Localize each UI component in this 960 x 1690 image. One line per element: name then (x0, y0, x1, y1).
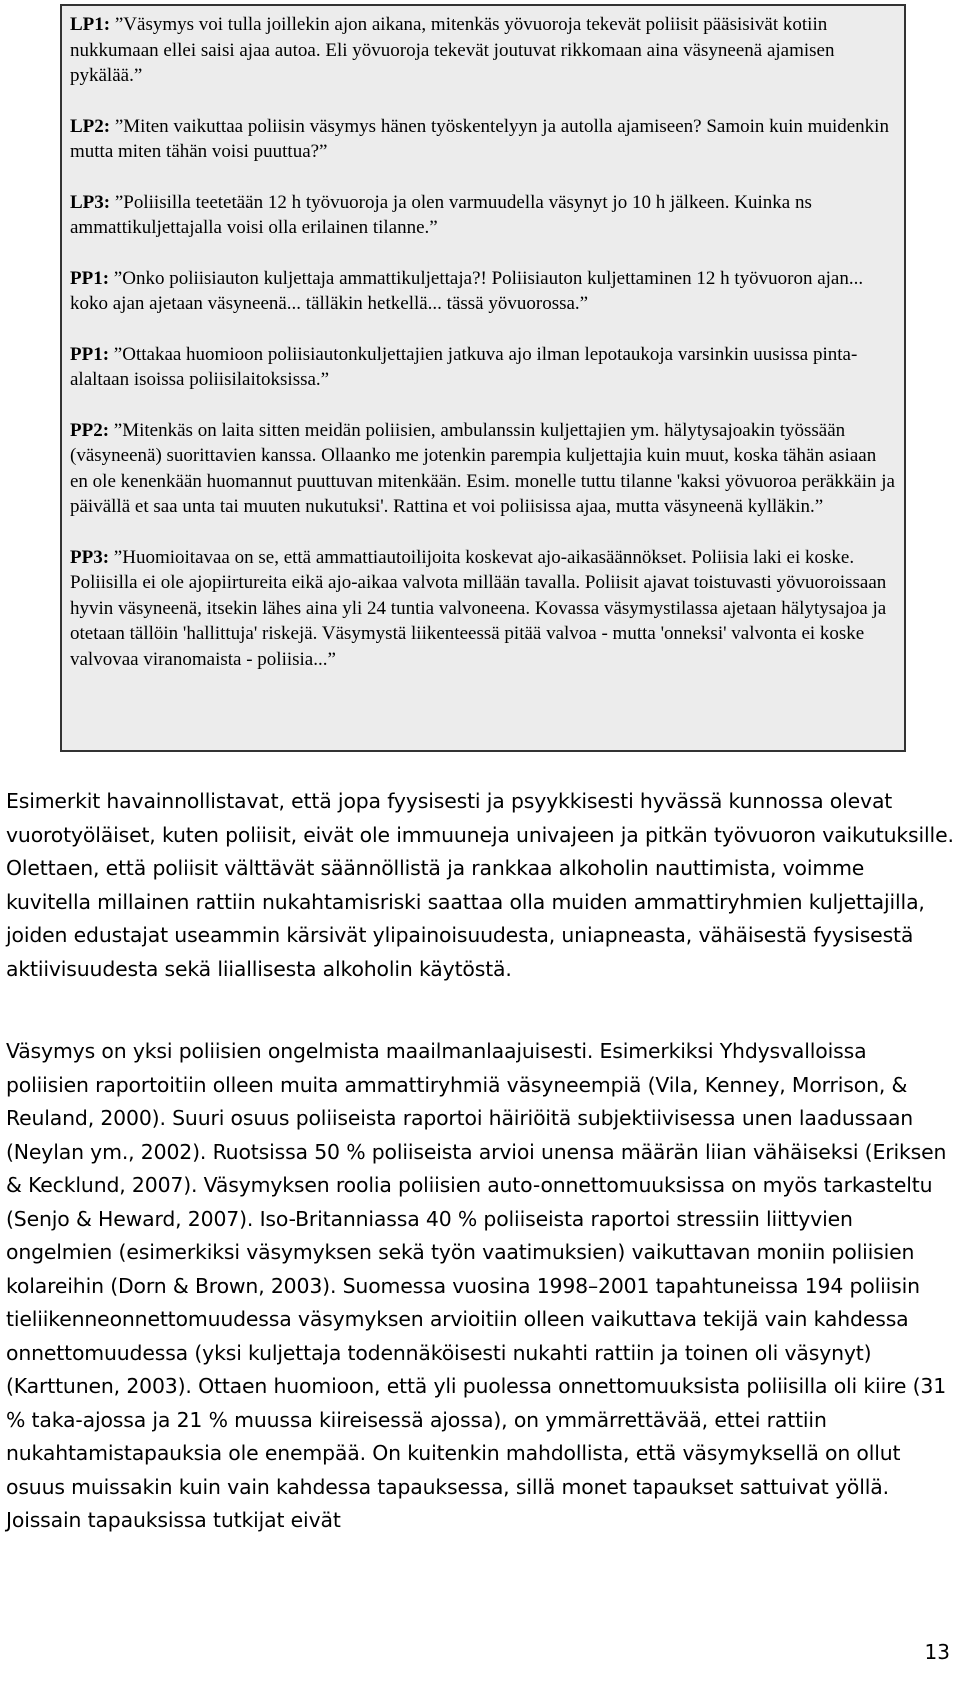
speaker-label: PP2: (70, 419, 110, 441)
quote-text: ”Ottakaa huomioon poliisiautonkuljettajien jatkuva ajo ilman lepotaukoja varsinkin uusissa pinta-alaltaan isoissa poliisilaitoksissa.” (70, 343, 858, 390)
quote-text: ”Mitenkäs on laita sitten meidän poliisien, ambulanssin kuljettajien ym. hälytysajoakin työssään (väsyneenä) suorittavien kanssa. Ollaanko me jotenkin parempia kuljettajia kuin muut, koska tähän asiaan en ole kenenkään huomannut puuttuvan mitenkään. Esim. monelle tuttu tilanne 'kaksi yövuoroa peräkkäin ja päivällä et saa unta tai muuten nukutuksi'. Rattina et voi poliisissa ajaa, mutta väsyneenä kylläkin.” (70, 419, 895, 517)
quote-box (60, 4, 906, 752)
speaker-label: PP1: (70, 343, 110, 365)
quote-text: ”Onko poliisiauton kuljettaja ammattikuljettaja?! Poliisiauton kuljettaminen 12 h työvuoron ajan... koko ajan ajetaan väsyneenä... tälläkin hetkellä... tässä yövuorossa.” (70, 267, 864, 314)
quote-pp2 (70, 418, 896, 520)
body-paragraph-examples: Esimerkit havainnollistavat, että jopa fyysisesti ja psyykkisesti hyvässä kunnossa olevat vuorotyöläiset, kuten poliisit, eivät ole immuuneja univajeen ja pitkän työvuoron vaikutuksille. Olettaen, että poliisit välttävät säännöllistä ja rankkaa alkoholin nauttimista, voimme kuvitella millainen rattiin nukahtamisriski saattaa olla muiden ammattiryhmien kuljettajilla, joiden edustajat useammin kärsivät ylipainoisuudesta, uniapneasta, vähäisestä fyysisestä aktiivisuudesta sekä liiallisesta alkoholin käytöstä. (6, 789, 954, 981)
quote-lp2 (70, 114, 896, 165)
quote-lp3 (70, 190, 896, 241)
quote-text: ”Huomioitavaa on se, että ammattiautoilijoita koskevat ajo-aikasäännökset. Poliisia laki ei koske. Poliisilla ei ole ajopiirtureita eikä ajo-aikaa valvota millään tavalla. Poliisit ajavat toistuvasti yövuoroissaan hyvin väsyneenä, itsekin lähes aina yli 24 tuntia valvoneena. Kovassa väsymystilassa ajetaan hälytysajoa ja otetaan tällöin 'hallittuja' riskejä. Väsymystä liikenteessä pitää valvoa - mutta 'onneksi' valvonta ei koske valvovaa viranomaista - poliisia...” (70, 546, 887, 670)
speaker-label: LP2: (70, 115, 111, 137)
quote-pp1-a (70, 266, 896, 317)
quote-pp1-b (70, 342, 896, 393)
page-number: 13 (924, 1640, 950, 1664)
quote-text: ”Väsymys voi tulla joillekin ajon aikana, mitenkäs yövuoroja tekevät poliisit pääsisivät kotiin nukkumaan ellei saisi ajaa autoa. Eli yövuoroja tekevät joutuvat rikkomaan aina väsyneenä ajamisen pykälää.” (70, 14, 835, 86)
speaker-label: LP1: (70, 14, 111, 35)
quote-text: ”Miten vaikuttaa poliisin väsymys hänen työskentelyyn ja autolla ajamiseen? Samoin kuin muidenkin mutta miten tähän voisi puuttua?” (70, 115, 889, 162)
quote-lp1 (70, 12, 896, 89)
body-paragraph-fatigue-worldwide: Väsymys on yksi poliisien ongelmista maailmanlaajuisesti. Esimerkiksi Yhdysvalloissa poliisien raportoitiin olleen muita ammattiryhmiä väsyneempiä (Vila, Kenney, Morrison, & Reuland, 2000). Suuri osuus poliiseista raportoi häiriöitä subjektiivisessa unen laadussaan (Neylan ym., 2002). Ruotsissa 50 % poliiseista arvioi unensa määrän liian vähäiseksi (Eriksen & Kecklund, 2007). Väsymyksen roolia poliisien auto-onnettomuuksissa on myös tarkasteltu (Senjo & Heward, 2007). Iso-Britanniassa 40 % poliiseista raportoi stressiin liittyvien ongelmien (esimerkiksi väsymyksen sekä työn vaatimuksien) vaikuttavan moniin poliisien kolareihin (Dorn & Brown, 2003). Suomessa vuosina 1998–2001 tapahtuneissa 194 poliisin tieliikenneonnettomuudessa väsymyksen arvioitiin olleen vaikuttava tekijä vain kahdessa onnettomuudessa (yksi kuljettaja todennäköisesti nukahti rattiin ja toinen oli väsynyt) (Karttunen, 2003). Ottaen huomioon, että yli puolessa onnettomuuksista poliisilla oli kiire (31 % taka-ajossa ja 21 % muussa kiireisessä ajossa), on ymmärrettävää, ettei rattiin nukahtamistapauksia ole enempää. On kuitenkin mahdollista, että väsymyksellä on ollut osuus muissakin kuin vain kahdessa tapauksessa, sillä monet tapaukset sattuivat yöllä. Joissain tapauksissa tutkijat eivät (6, 1039, 947, 1532)
speaker-label: PP3: (70, 546, 110, 568)
speaker-label: LP3: (70, 191, 111, 213)
quote-text: ”Poliisilla teetetään 12 h työvuoroja ja olen varmuudella väsynyt jo 10 h jälkeen. Kuinka ns ammattikuljettajalla voisi olla erilainen tilanne.” (70, 191, 812, 238)
speaker-label: PP1: (70, 267, 110, 289)
quote-pp3 (70, 545, 896, 673)
